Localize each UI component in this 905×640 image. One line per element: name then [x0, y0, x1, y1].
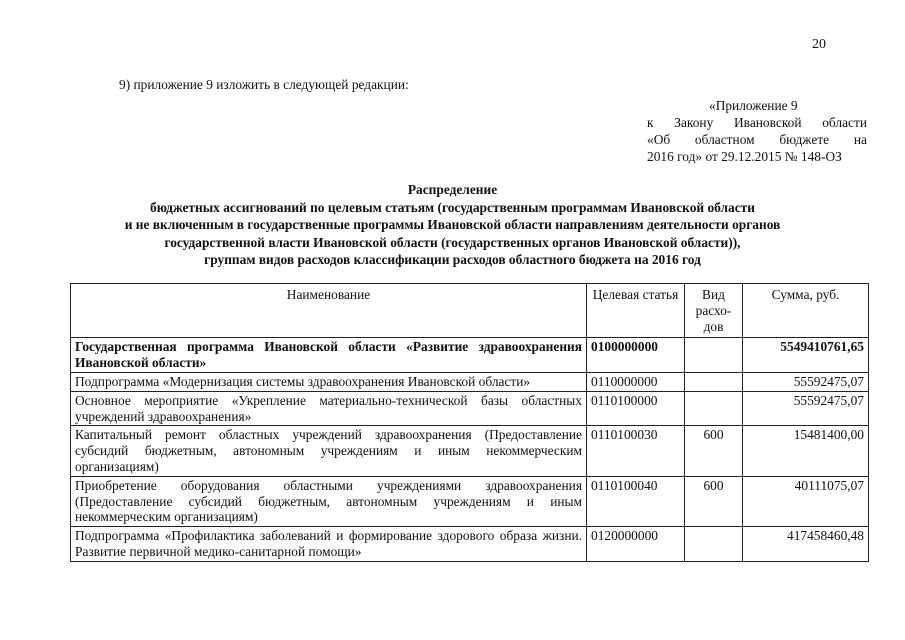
row-name: Подпрограмма «Модернизация системы здравоохранения Ивановской области» [71, 372, 587, 391]
intro-text: 9) приложение 9 изложить в следующей редакции: [119, 77, 409, 92]
row-name: Основное мероприятие «Укрепление материально-технической базы областных учреждений здравоохранения» [71, 391, 587, 426]
table-row [71, 372, 869, 391]
row-target-article: 0110100030 [587, 426, 685, 476]
row-expense-kind [685, 391, 743, 426]
row-expense-kind [685, 372, 743, 391]
header-expense-kind: Вид расхо-дов [685, 284, 743, 338]
appendix-note-line: к Закону Ивановской области [647, 115, 867, 130]
appendix-note-line: «Приложение 9 [709, 98, 798, 113]
heading-line: группам видов расходов классификации расходов областного бюджета на 2016 год [204, 252, 701, 268]
row-expense-kind: 600 [685, 426, 743, 476]
row-amount: 417458460,48 [743, 527, 869, 562]
table-row [71, 338, 869, 373]
heading-line: бюджетных ассигнований по целевым статьям (государственным программам Ивановской области [150, 199, 755, 215]
row-name: Капитальный ремонт областных учреждений здравоохранения (Предоставление субсидий бюджетным, автономным учреждениям и иным некоммерческим организациям) [71, 426, 587, 476]
appendix-note-line: «Об областном бюджете на [647, 132, 867, 147]
heading-line: государственной власти Ивановской области (государственных органов Ивановской области)), [164, 234, 741, 250]
row-target-article: 0110000000 [587, 372, 685, 391]
row-target-article: 0110100040 [587, 476, 685, 526]
row-name: Приобретение оборудования областными учреждениями здравоохранения (Предоставление субсидий бюджетным, автономным учреждениям и иным некоммерческим организациям) [71, 476, 587, 526]
table-row [71, 426, 869, 476]
row-expense-kind [685, 527, 743, 562]
row-amount: 15481400,00 [743, 426, 869, 476]
row-target-article: 0100000000 [587, 338, 685, 373]
row-amount: 55592475,07 [743, 391, 869, 426]
row-expense-kind: 600 [685, 476, 743, 526]
budget-table [70, 283, 869, 562]
header-target-article: Целевая статья [587, 284, 685, 338]
row-name: Государственная программа Ивановской области «Развитие здравоохранения Ивановской области» [71, 338, 587, 373]
row-expense-kind [685, 338, 743, 373]
table-row [71, 527, 869, 562]
row-target-article: 0120000000 [587, 527, 685, 562]
heading-line: и не включенным в государственные программы Ивановской области направлениям деятельности органов [124, 217, 781, 233]
appendix-note [647, 97, 867, 165]
row-name: Подпрограмма «Профилактика заболеваний и формирование здорового образа жизни. Развитие первичной медико-санитарной помощи» [71, 527, 587, 562]
row-amount: 40111075,07 [743, 476, 869, 526]
row-target-article: 0110100000 [587, 391, 685, 426]
row-amount: 5549410761,65 [743, 338, 869, 373]
table-header-row [71, 284, 869, 338]
page-number: 20 [812, 37, 826, 52]
heading-title: Распределение [407, 182, 498, 197]
table-row [71, 476, 869, 526]
document-heading [40, 181, 865, 269]
row-amount: 55592475,07 [743, 372, 869, 391]
header-amount: Сумма, руб. [743, 284, 869, 338]
header-name: Наименование [71, 284, 587, 338]
table-row [71, 391, 869, 426]
appendix-note-line: 2016 год» от 29.12.2015 № 148-ОЗ [647, 149, 842, 164]
